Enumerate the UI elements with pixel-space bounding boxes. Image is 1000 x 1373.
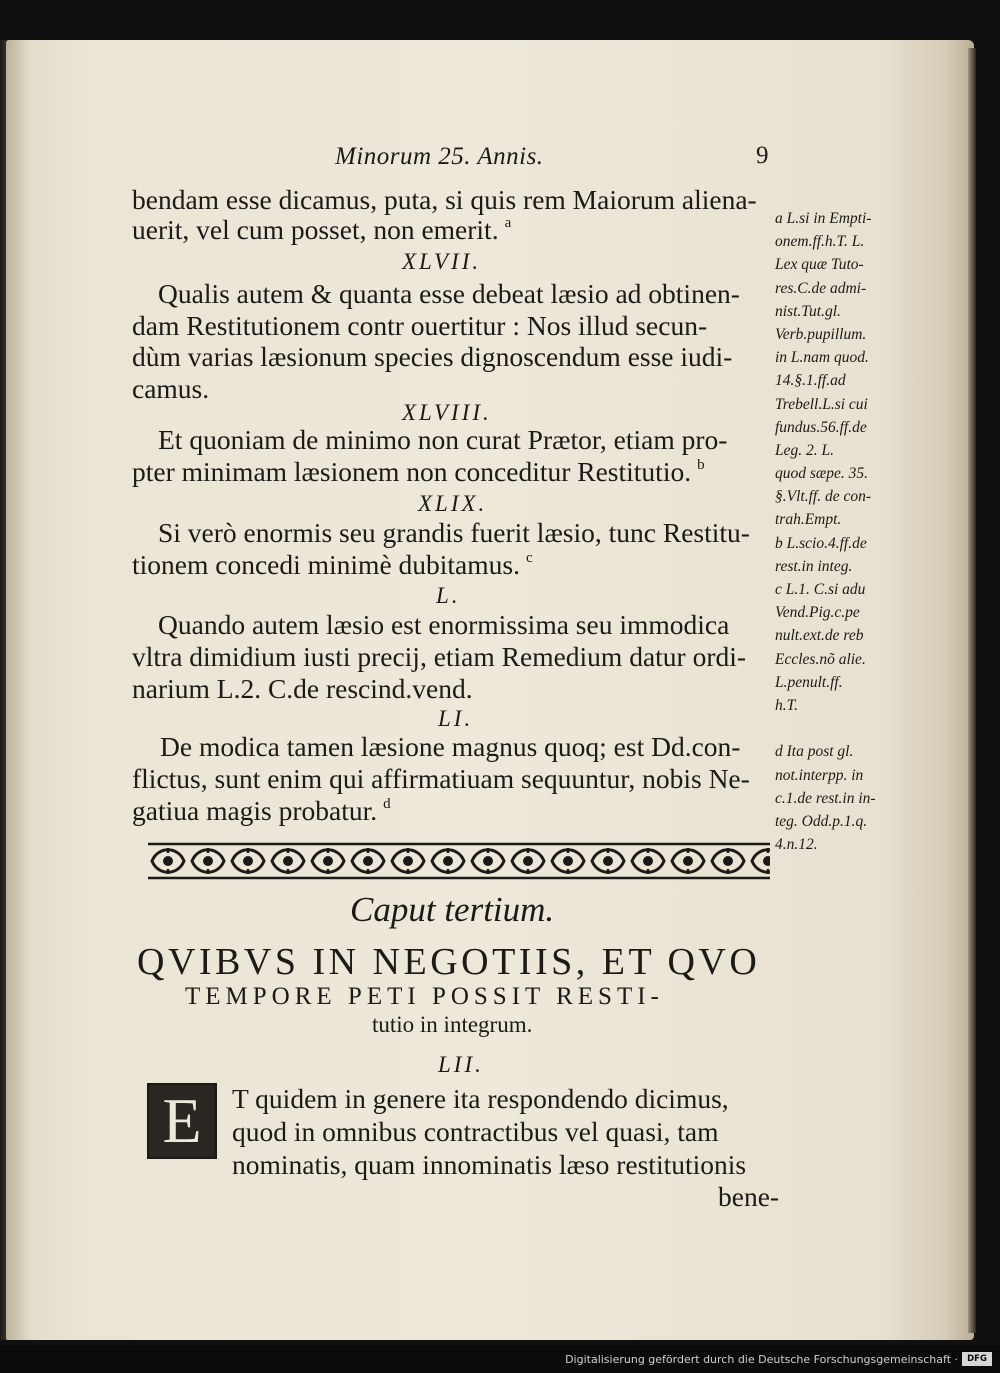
body-line: dam Restitutionem contr ouertitur : Nos illud secun- <box>132 310 708 341</box>
margin-note: 14.§.1.ff.ad <box>775 372 846 390</box>
body-line: uerit, vel cum posset, non emerit. $^a$ <box>132 214 512 245</box>
margin-note: h.T. <box>775 696 798 714</box>
dfg-logo: DFG <box>962 1352 992 1366</box>
margin-note: c.1.de rest.in in- <box>775 789 876 807</box>
footnote-marker: b <box>697 457 705 473</box>
body-line: Quando autem læsio est enormissima seu immodica <box>158 609 730 640</box>
decorated-initial-letter: E <box>162 1085 202 1156</box>
body-line: Et quoniam de minimo non curat Prætor, etiam pro- <box>158 424 728 455</box>
margin-note <box>775 717 876 740</box>
margin-note: d Ita post gl. <box>775 743 854 761</box>
margin-note: quod sæpe. 35. <box>775 465 868 483</box>
body-line: narium L.2. C.de rescind.vend. <box>132 673 473 704</box>
body-line: pter minimam læsionem non conceditur Restitutio. $^b$ <box>132 456 705 487</box>
body-line: tionem concedi minimè dubitamus. $^c$ <box>132 549 533 580</box>
footnote-marker: a <box>504 215 512 231</box>
chapter-title: Caput tertium. <box>350 890 555 929</box>
margin-note: L.penult.ff. <box>775 673 843 691</box>
margin-note: §.Vlt.ff. de con- <box>775 488 871 506</box>
margin-note: Leg. 2. L. <box>775 441 834 459</box>
footnote-marker: d <box>383 796 391 812</box>
margin-note: trah.Empt. <box>775 511 842 529</box>
body-line: Si verò enormis seu grandis fuerit læsio, tunc Restitu- <box>158 517 750 548</box>
margin-note: onem.ff.h.T. L. <box>775 233 865 251</box>
page-number: 9 <box>756 142 769 169</box>
margin-note: fundus.56.ff.de <box>775 418 867 436</box>
margin-note: b L.scio.4.ff.de <box>775 534 867 552</box>
section-numeral: LI. <box>438 706 474 731</box>
margin-note: res.C.de admi- <box>775 279 867 297</box>
body-line: dùm varias læsionum species dignoscendum esse iudi- <box>132 341 733 372</box>
margin-note: Vend.Pig.c.pe <box>775 604 860 622</box>
body-line: bendam esse dicamus, puta, si quis rem Maiorum aliena- <box>132 184 757 215</box>
running-head: Minorum 25. Annis. <box>335 143 544 170</box>
margin-note: Eccles.nõ alie. <box>775 650 866 668</box>
catchword: bene- <box>718 1181 780 1212</box>
margin-note: not.interpp. in <box>775 766 864 784</box>
section-numeral: XLVIII. <box>402 400 492 425</box>
footer-credit: Digitalisierung gefördert durch die Deutsche Forschungsgemeinschaft · <box>565 1353 958 1366</box>
section-numeral: LII. <box>438 1052 484 1077</box>
margin-note: nult.ext.de reb <box>775 627 864 645</box>
margin-note: rest.in integ. <box>775 557 853 575</box>
margin-note: 4.n.12. <box>775 836 818 854</box>
section-numeral: XLIX. <box>418 491 488 516</box>
margin-note: nist.Tut.gl. <box>775 302 841 320</box>
chapter-heading-line: tutio in integrum. <box>372 1012 533 1037</box>
margin-note: a L.si in Empti- <box>775 210 872 227</box>
page-edge-shadow <box>968 48 976 1333</box>
body-line: vltra dimidium iusti precij, etiam Remedium datur ordi- <box>132 641 747 672</box>
decorated-initial <box>147 1083 217 1159</box>
body-line: T quidem in genere ita respondendo dicimus, <box>232 1083 729 1114</box>
body-line: flictus, sunt enim qui affirmatiuam sequuntur, nobis Ne- <box>132 763 750 794</box>
margin-note: in L.nam quod. <box>775 349 869 367</box>
ornament-band <box>148 840 770 882</box>
footnote-marker: c <box>525 550 533 566</box>
margin-note: Lex quæ Tuto- <box>775 256 864 274</box>
body-line: gatiua magis probatur. $^d$ <box>132 795 391 826</box>
margin-note: Verb.pupillum. <box>775 325 867 343</box>
chapter-heading-line: TEMPORE PETI POSSIT RESTI- <box>185 983 664 1010</box>
chapter-heading-line: QVIBVS IN NEGOTIIS, ET QVO <box>137 941 761 983</box>
margin-note: Trebell.L.si cui <box>775 395 868 413</box>
section-numeral: L. <box>436 583 461 608</box>
margin-notes <box>775 207 876 856</box>
section-numeral: XLVII. <box>402 249 482 274</box>
body-line: quod in omnibus contractibus vel quasi, tam <box>232 1116 719 1147</box>
body-line: camus. <box>132 373 210 404</box>
footer-bar <box>0 1345 1000 1373</box>
margin-note: teg. Odd.p.1.q. <box>775 812 868 830</box>
body-line: Qualis autem & quanta esse debeat læsio ad obtinen- <box>158 278 740 309</box>
body-line: nominatis, quam innominatis læso restitutionis <box>232 1149 747 1180</box>
margin-note: c L.1. C.si adu <box>775 581 866 598</box>
body-line: De modica tamen læsione magnus quoq; est Dd.con- <box>160 731 741 762</box>
